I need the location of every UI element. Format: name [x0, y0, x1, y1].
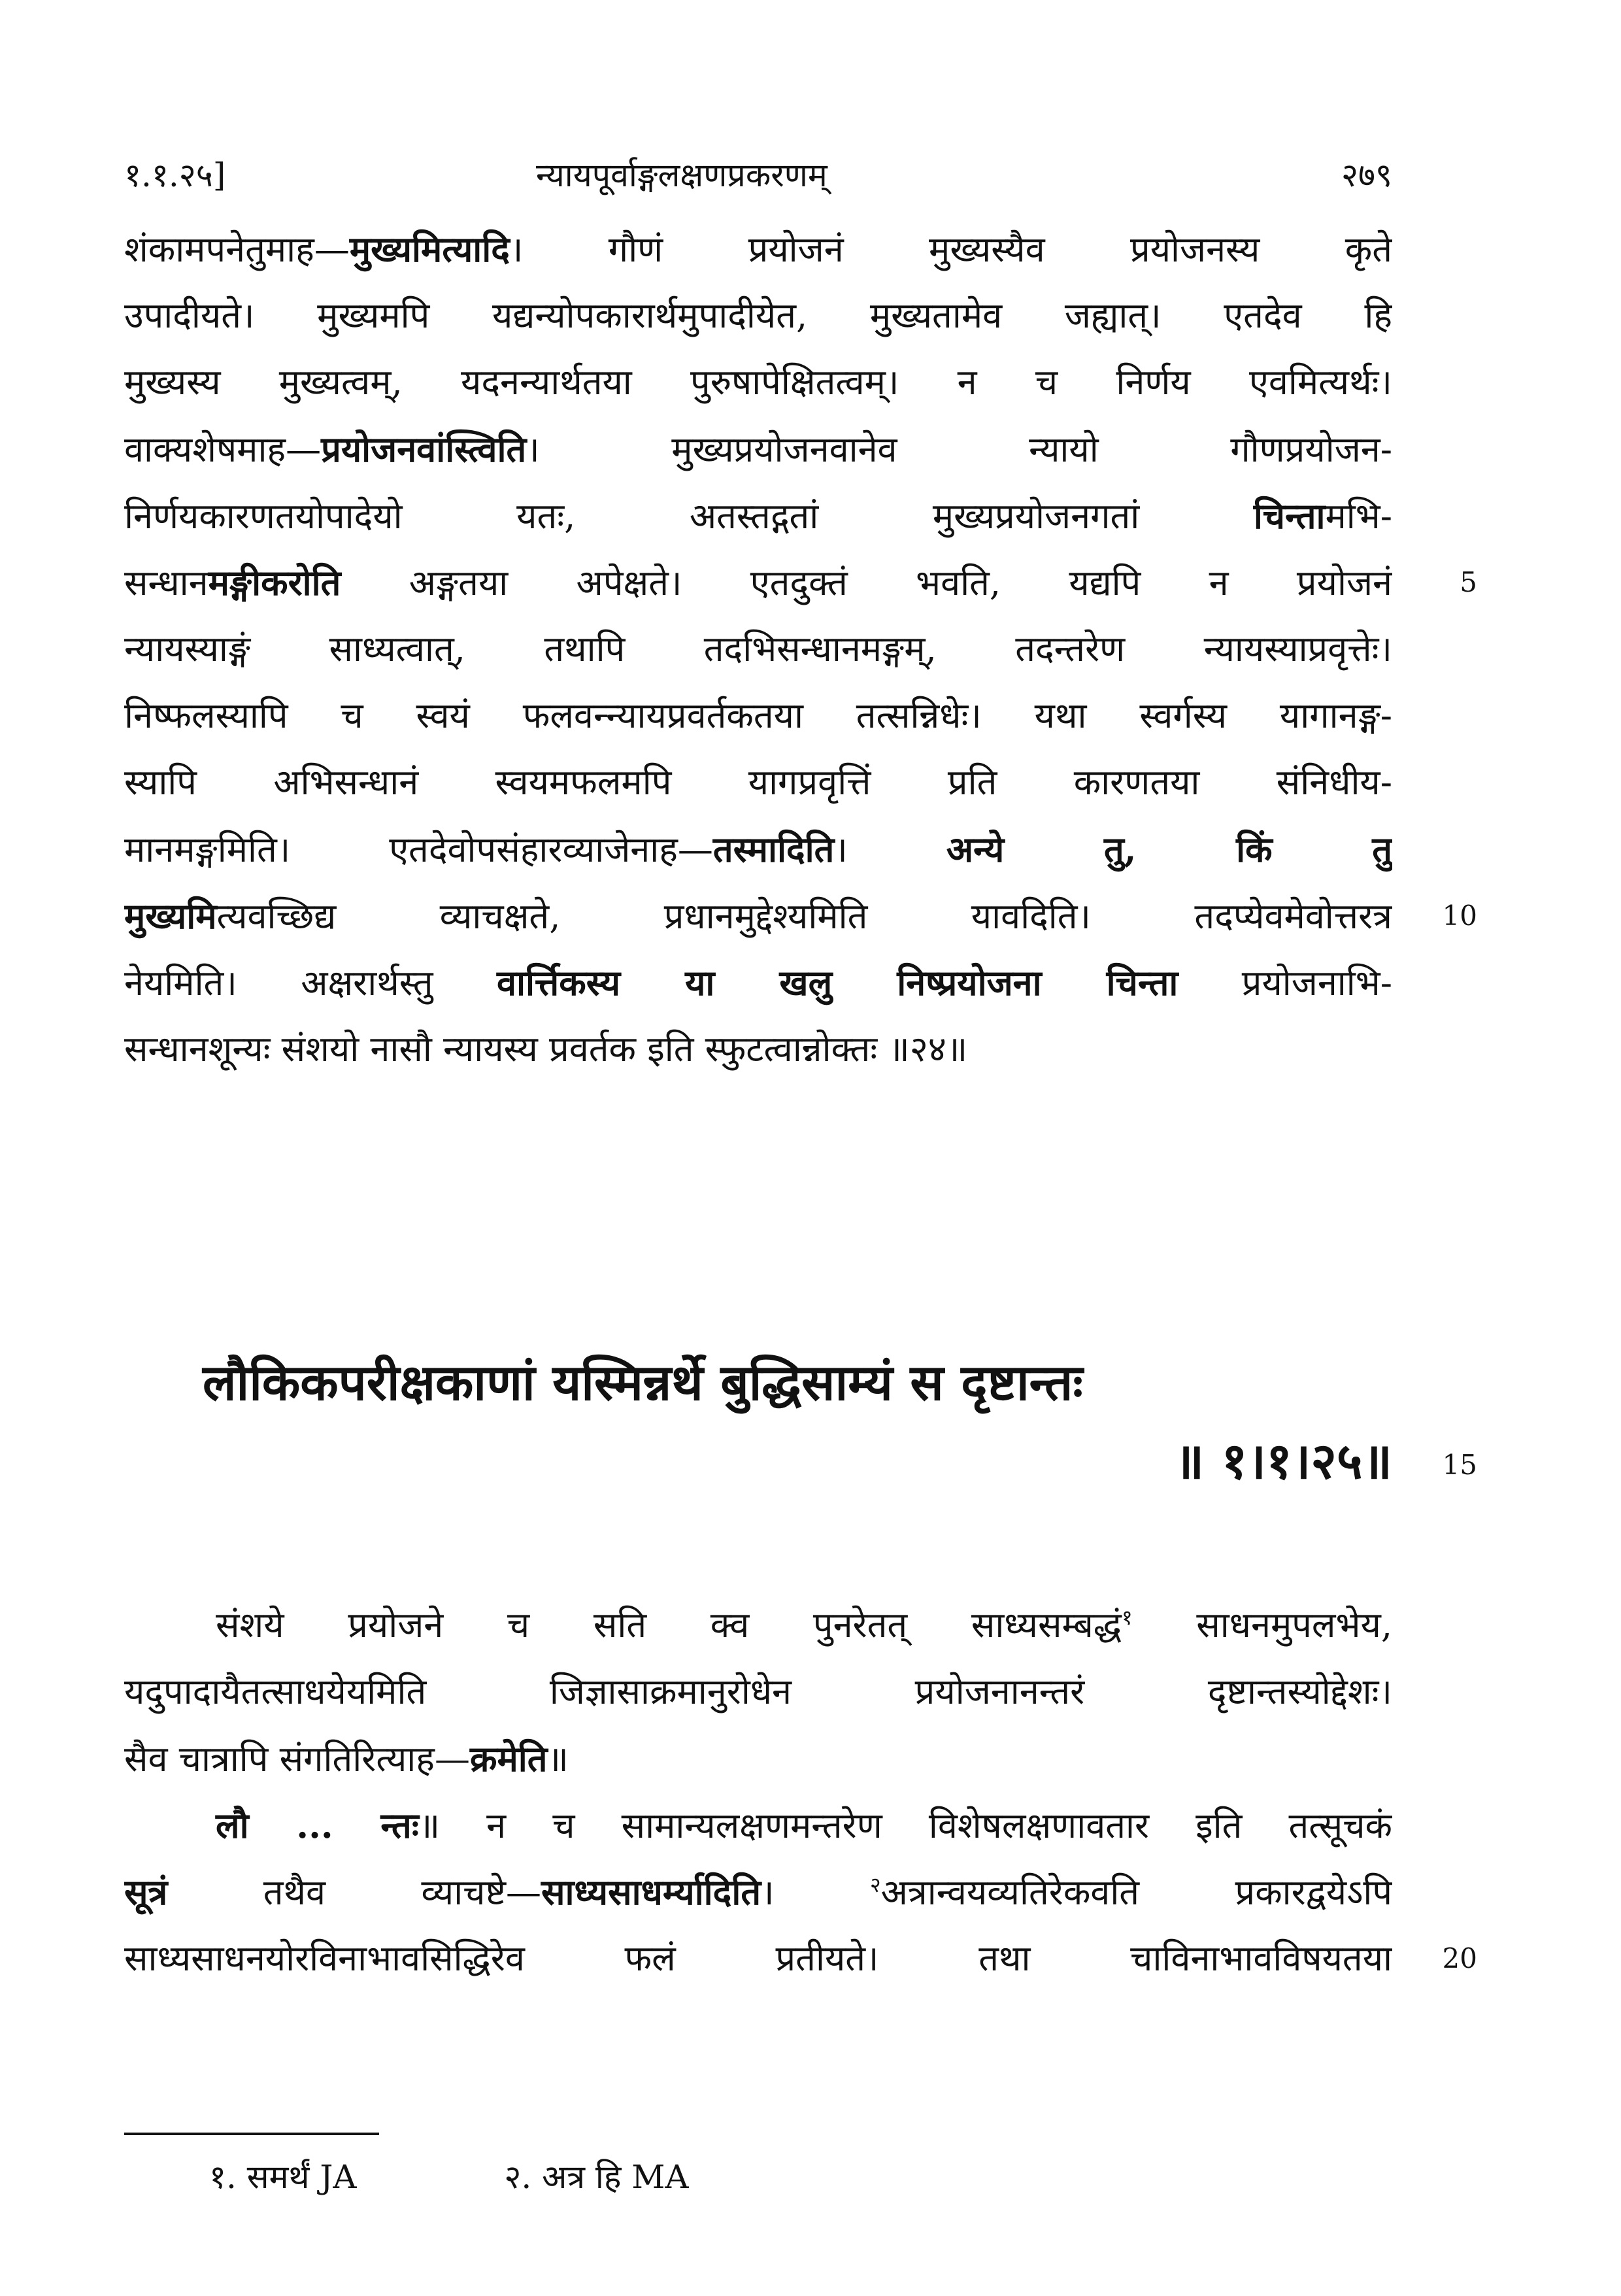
- text-line: लौ ... न्तः॥ न च सामान्यलक्षणमन्तरेण विशेषलक्षणावतार इति तत्सूचकं: [216, 1804, 1392, 1846]
- text-line: सैव चात्रापि संगतिरित्याह—क्रमेति॥: [124, 1738, 569, 1780]
- text-line: संशये प्रयोजने च सति क्व पुनरेतत् साध्यसम्बद्धं$^१$ साधनमुपलभेय,: [216, 1604, 1392, 1646]
- text-line: मानमङ्गमिति। एतदेवोपसंहारव्याजेनाह—तस्मादिति। अन्ये तु, किं तु: [124, 828, 1392, 870]
- line-number: 5: [1460, 566, 1477, 598]
- text-line: नेयमिति। अक्षरार्थस्तु वार्त्तिकस्य या खलु निष्प्रयोजना चिन्ता प्रयोजनाभि-: [124, 962, 1392, 1004]
- text-line: मुख्यमित्यवच्छिद्य व्याचक्षते, प्रधानमुद्देश्यमिति यावदिति। तदप्येवमेवोत्तरत्र: [124, 895, 1392, 937]
- line-number: 20: [1442, 1942, 1477, 1974]
- bold-pratika: चिन्ता: [1253, 495, 1326, 537]
- bold-pratika: तस्मादिति: [712, 828, 835, 870]
- running-head: [124, 149, 1392, 201]
- text-line: मुख्यस्य मुख्यत्वम्, यदनन्यार्थतया पुरुषापेक्षितत्वम्। न च निर्णय एवमित्यर्थः।: [124, 362, 1392, 403]
- footnote-2: २. अत्र हि MA: [504, 2158, 689, 2196]
- bold-pratika: साध्यसाधर्म्यादिति: [541, 1871, 761, 1913]
- text-line: शंकामपनेतुमाह—मुख्यमित्यादि। गौणं प्रयोजनं मुख्यस्यैव प्रयोजनस्य कृते: [124, 228, 1392, 270]
- text-line: स्यापि अभिसन्धानं स्वयमफलमपि यागप्रवृत्तिं प्रति कारणतया संनिधीय-: [124, 762, 1392, 803]
- footnote-marker: २: [870, 1872, 881, 1897]
- commentary-block-2: [124, 1592, 1392, 1992]
- bold-pratika: क्रमेति: [469, 1738, 548, 1780]
- sutra-number: ॥ १।१।२५॥: [1174, 1432, 1392, 1490]
- bold-pratika: मुख्यमित्यादि: [349, 228, 510, 270]
- bold-pratika: वार्त्तिकस्य या खलु निष्प्रयोजना चिन्ता: [496, 962, 1178, 1004]
- footnote-marker: १: [1122, 1605, 1133, 1630]
- text-line: निष्फलस्यापि च स्वयं फलवन्न्यायप्रवर्तकतया तत्सन्निधेः। यथा स्वर्गस्य यागानङ्ग-: [124, 695, 1392, 736]
- text-line: साध्यसाधनयोरविनाभावसिद्धिरेव फलं प्रतीयते। तथा चाविनाभावविषयतया: [124, 1938, 1392, 1979]
- sutra-text: लौकिकपरीक्षकाणां यस्मिन्नर्थे बुद्धिसाम्यं स दृष्टान्तः: [203, 1353, 1083, 1411]
- text-line: निर्णयकारणतयोपादेयो यतः, अतस्तद्गतां मुख्यप्रयोजनगतां चिन्तामभि-: [124, 495, 1392, 537]
- bold-pratika: मुख्यमि: [124, 895, 217, 937]
- bold-pratika: लौ ... न्तः: [216, 1804, 419, 1846]
- text-line: सन्धानशून्यः संशयो नासौ न्यायस्य प्रवर्तक इति स्फुटत्वान्नोक्तः ॥२४॥: [124, 1028, 968, 1070]
- bold-pratika: प्रयोजनवांस्त्विति: [321, 428, 527, 470]
- page-number: २७९: [1341, 156, 1392, 194]
- footnotes: [209, 2151, 826, 2203]
- section-reference: १.१.२५]: [124, 156, 226, 194]
- chapter-title: न्यायपूर्वाङ्गलक्षणप्रकरणम्: [536, 156, 827, 194]
- footnote-1: १. समर्थं JA: [209, 2158, 357, 2196]
- text-line: उपादीयते। मुख्यमपि यद्यन्योपकारार्थमुपादीयेत, मुख्यतामेव जह्यात्। एतदेव हि: [124, 295, 1392, 336]
- bold-pratika: मङ्गीकरोति: [208, 562, 341, 603]
- text-line: न्यायस्याङ्गं साध्यत्वात्, तथापि तदभिसन्धानमङ्गम्, तदन्तरेण न्यायस्याप्रवृत्तेः।: [124, 628, 1392, 669]
- text-line: सूत्रं तथैव व्याचष्टे—साध्यसाधर्म्यादिति। $^२$अत्रान्वयव्यतिरेकवति प्रकारद्वयेऽपि: [124, 1871, 1392, 1913]
- bold-pratika: सूत्रं: [124, 1871, 168, 1913]
- footnote-rule: [124, 2133, 379, 2135]
- commentary-block-1: [124, 216, 1392, 1083]
- text-line: यदुपादायैतत्साधयेयमिति जिज्ञासाक्रमानुरोधेन प्रयोजनानन्तरं दृष्टान्तस्योद्देशः।: [124, 1671, 1392, 1712]
- line-number: 10: [1442, 900, 1477, 932]
- bold-pratika: अन्ये तु, किं तु: [946, 828, 1392, 870]
- text-line: वाक्यशेषमाह—प्रयोजनवांस्त्विति। मुख्यप्रयोजनवानेव न्यायो गौणप्रयोजन-: [124, 428, 1392, 470]
- text-line: सन्धानमङ्गीकरोति अङ्गतया अपेक्षते। एतदुक्तं भवति, यद्यपि न प्रयोजनं: [124, 562, 1392, 603]
- sutra-block: [124, 1343, 1392, 1500]
- line-number: 15: [1442, 1449, 1477, 1481]
